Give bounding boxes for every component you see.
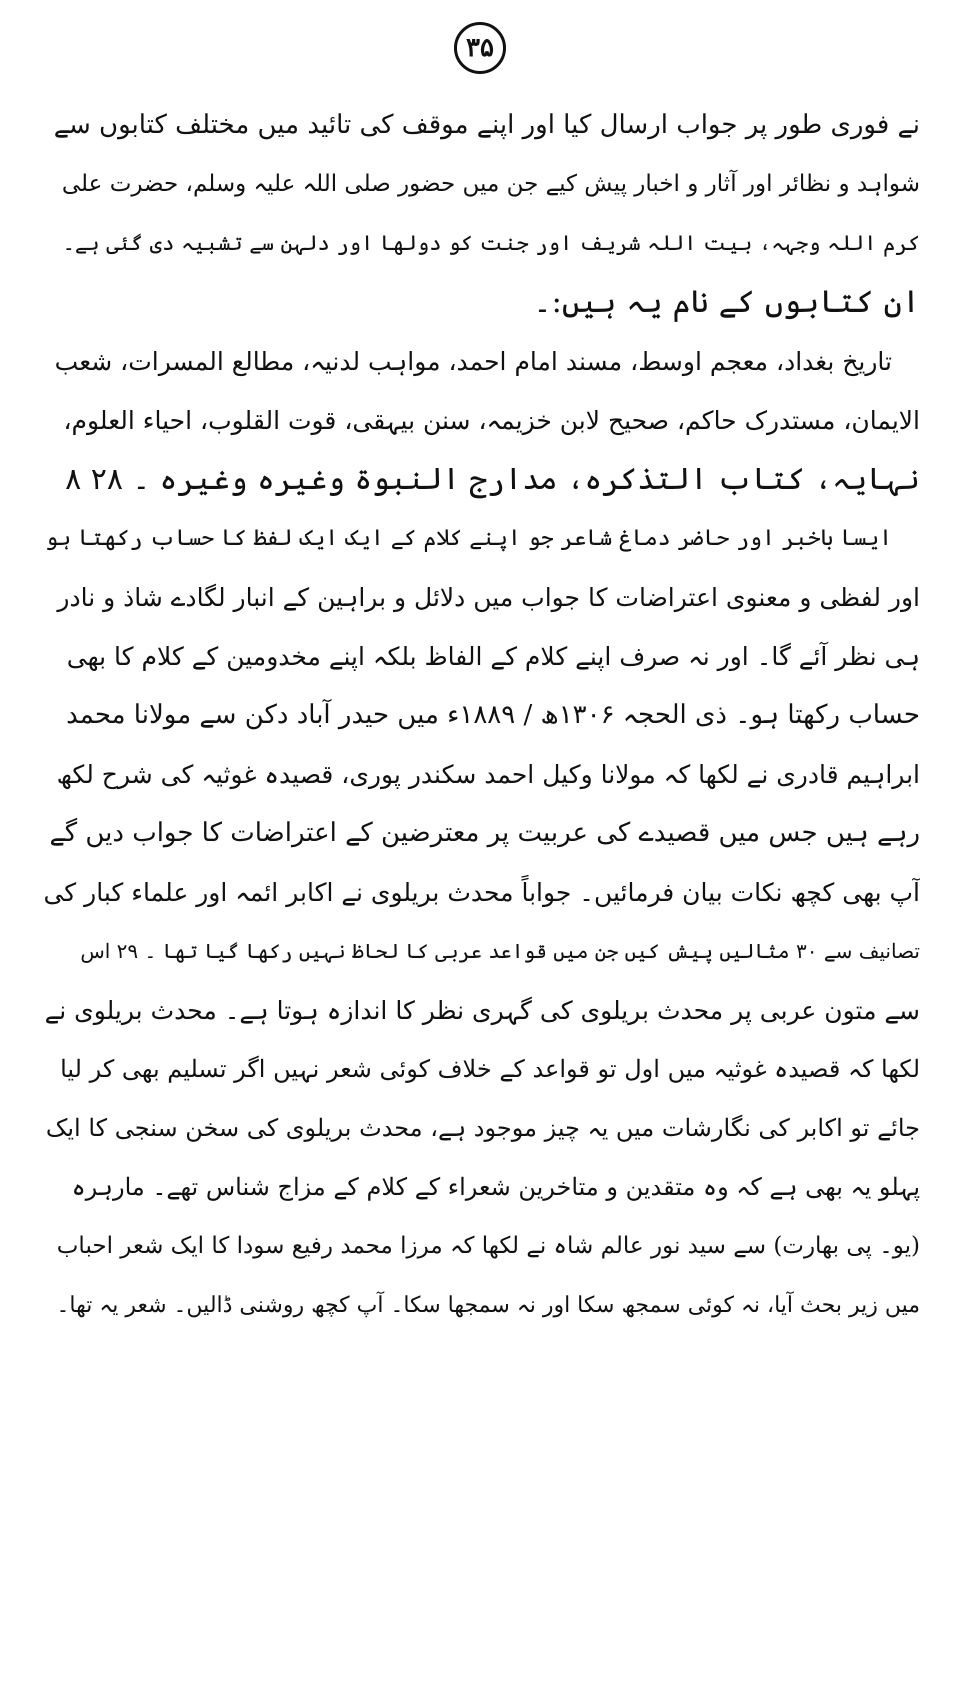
text-line: جائے تو اکابر کی نگارشات میں یہ چیز موجود ہے، محدث بریلوی کی سخن سنجی کا ایک — [45, 1114, 920, 1142]
text-line: ہی نظر آئے گا۔ اور نہ صرف اپنے کلام کے الفاظ بلکہ اپنے مخدومین کے کلام کا بھی — [66, 642, 920, 671]
text-line: کرم اللہ وجہہ، بیت اللہ شریف اور جنت کو دولھا اور دلہن سے تشبیہ دی گئی ہے۔ — [62, 231, 920, 255]
text-line: ان کتابوں کے نام یہ ہیں:۔ — [533, 284, 920, 320]
text-line: شواہد و نظائر اور آثار و اخبار پیش کیے جن میں حضور صلی اللہ علیہ وسلم، حضرت علی — [61, 171, 920, 197]
text-line: حساب رکھتا ہو۔ ذی الحجہ ۱۳۰۶ھ / ۱۸۸۹ء میں حیدر آباد دکن سے مولانا محمد — [66, 700, 920, 730]
body-text — [40, 96, 920, 1335]
text-line: اور لفظی و معنوی اعتراضات کا جواب میں دلائل و براہین کے انبار لگادے شاذ و نادر — [57, 583, 920, 612]
text-line: نے فوری طور پر جواب ارسال کیا اور اپنے موقف کی تائید میں مختلف کتابوں سے — [53, 110, 920, 140]
text-line: میں زیر بحث آیا، نہ کوئی سمجھ سکا اور نہ سمجھا سکا۔ آپ کچھ روشنی ڈالیں۔ شعر یہ تھا۔ — [56, 1293, 920, 1318]
text-line: (یو۔ پی بھارت) سے سید نور عالم شاہ نے لکھا کہ مرزا محمد رفیع سودا کا ایک شعر احباب — [56, 1233, 920, 1259]
text-line: آپ بھی کچھ نکات بیان فرمائیں۔ جواباً محدث بریلوی نے اکابر ائمہ اور علماء کبار کی — [43, 878, 920, 907]
text-line: نہایہ، کتاب التذکرہ، مدارج النبوۃ وغیرہ وغیرہ ۔ ۲۸ ۸ — [65, 462, 920, 497]
text-line: تاریخ بغداد، معجم اوسط، مسند امام احمد، مواہب لدنیہ، مطالع المسرات، شعب — [54, 347, 892, 376]
page-header — [0, 22, 960, 74]
text-line: تصانیف سے ۳۰ مثالیں پیش کیں جن میں قواعد عربی کا لحاظ نہیں رکھا گیا تھا ۔ ۲۹ اس — [80, 939, 920, 963]
text-line: ایسا باخبر اور حاضر دماغ شاعر جو اپنے کلام کے ایک ایک لفظ کا حساب رکھتا ہو — [45, 526, 892, 551]
text-line: سے متون عربی پر محدث بریلوی کی گہری نظر کا اندازہ ہوتا ہے۔ محدث بریلوی نے — [44, 996, 920, 1025]
text-line: لکھا کہ قصیدہ غوثیہ میں اول تو قواعد کے خلاف کوئی شعر نہیں اگر تسلیم بھی کر لیا — [60, 1055, 920, 1083]
page-number: ۳۵ — [454, 22, 506, 74]
text-line: الایمان، مستدرک حاکم، صحیح لابن خزیمہ، سنن بیہقی، قوت القلوب، احیاء العلوم، — [63, 406, 920, 435]
text-line: رہے ہیں جس میں قصیدے کی عربیت پر معترضین کے اعتراضات کا جواب دیں گے — [49, 818, 920, 848]
text-line: پہلو یہ بھی ہے کہ وہ متقدین و متاخرین شعراء کے کلام کے مزاج شناس تھے۔ مارہرہ — [71, 1173, 920, 1201]
text-line: ابراہیم قادری نے لکھا کہ مولانا وکیل احمد سکندر پوری، قصیدہ غوثیہ کی شرح لکھ — [56, 760, 920, 789]
